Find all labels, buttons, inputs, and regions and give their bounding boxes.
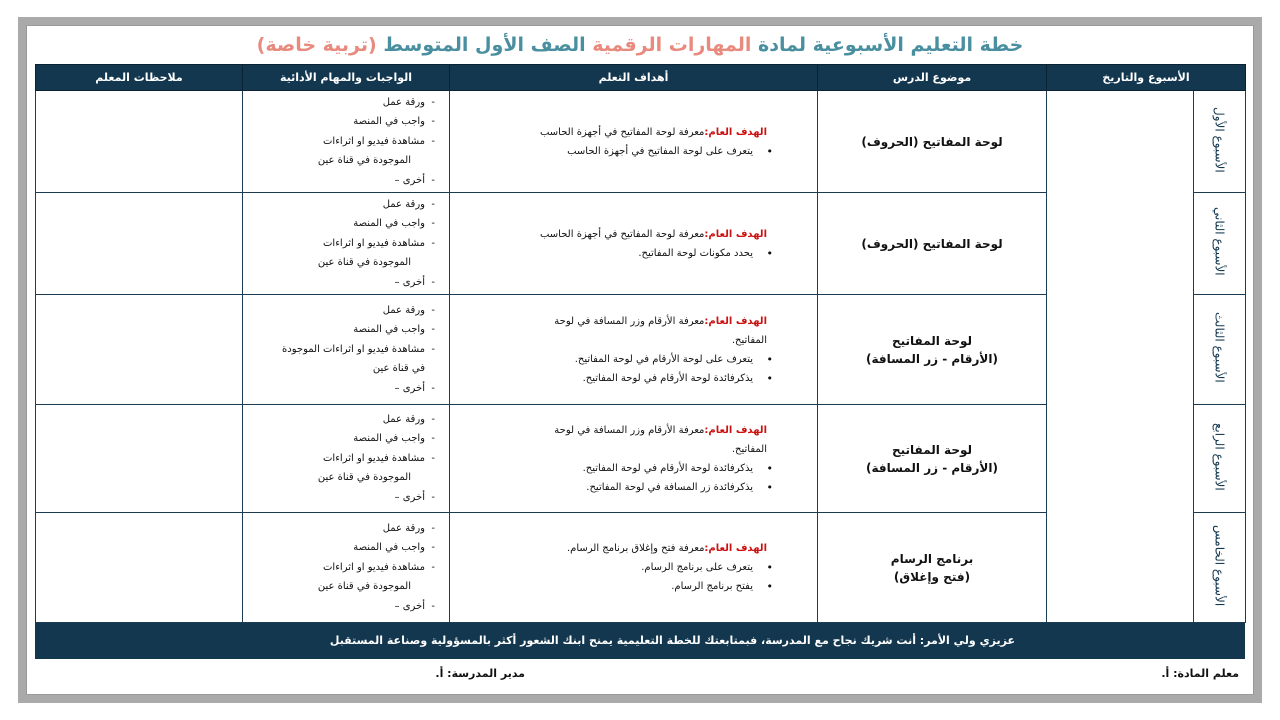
week-label: الأسبوع الثاني <box>1212 207 1227 276</box>
subject-teacher-label: معلم المادة: أ. <box>1161 667 1239 680</box>
task-item: - واجب في المنصة <box>243 320 435 340</box>
task-item: - ورقة عمل <box>243 195 435 215</box>
goal-label: الهدف العام: <box>704 315 767 327</box>
notes-cell <box>36 91 243 193</box>
goal-item: • يذكرفائدة لوحة الأرقام في لوحة المفاتيح. <box>537 369 767 388</box>
task-item: - أخرى – <box>243 273 435 293</box>
title-part1: خطة التعليم الأسبوعية لمادة <box>758 34 1024 56</box>
parent-message: عزيزي ولي الأمر: أنت شريك نجاح مع المدرسة، فبمتابعتك للخطة التعليمية يمنح ابنك الشعور أكثر بالمسؤولية وصناعة المستقبل <box>329 634 1015 647</box>
task-item: - ورقة عمل <box>243 519 435 539</box>
goal-label: الهدف العام: <box>704 543 767 554</box>
task-item: - ورقة عمل <box>243 410 435 430</box>
tasks-cell <box>243 513 450 623</box>
col-header-goals: أهداف التعلم <box>450 65 818 91</box>
goal-main: معرفة الأرقام وزر المسافة في لوحة المفاتيح. <box>554 315 767 346</box>
task-item: - أخرى – <box>243 171 435 191</box>
task-item: - أخرى – <box>243 597 435 617</box>
goal-item: • يتعرف على لوحة الأرقام في لوحة المفاتيح. <box>537 350 767 369</box>
week-label: الأسبوع الثالث <box>1212 312 1227 383</box>
goal-main: معرفة لوحة المفاتيح في أجهزة الحاسب <box>539 228 705 240</box>
task-item: الموجودة في قناة عين <box>317 581 411 593</box>
topic-line1: لوحة المفاتيح (الحروف) <box>861 134 1003 149</box>
goals-cell <box>450 193 818 295</box>
task-item: - أخرى – <box>243 488 435 508</box>
goal-item: • يفتح برنامج الرسام. <box>537 577 767 596</box>
tasks-cell <box>243 295 450 405</box>
topic-line2: (فتح وإغلاق) <box>893 569 971 584</box>
topic-line1: لوحة المفاتيح <box>892 442 972 457</box>
col-header-week-date: الأسبوع والتاريخ <box>1047 65 1246 91</box>
goal-main: معرفة فتح وإغلاق برنامج الرسام. <box>566 543 705 554</box>
goal-label: الهدف العام: <box>704 424 767 436</box>
title-part4: (تربية خاصة) <box>256 34 377 56</box>
table-header-row <box>36 65 1246 91</box>
topic-cell <box>818 513 1047 623</box>
task-item: - مشاهدة فيديو او اثراءات الموجودة <box>243 340 435 360</box>
parent-message-bar <box>35 623 1245 659</box>
col-header-tasks: الواجبات والمهام الأدائية <box>243 65 450 91</box>
topic-line2: (الأرقام - زر المسافة) <box>866 351 998 366</box>
notes-cell <box>36 513 243 623</box>
goal-item: • يتعرف على برنامج الرسام. <box>537 558 767 577</box>
page-title <box>36 30 1244 60</box>
topic-cell <box>818 295 1047 405</box>
goal-main: معرفة الأرقام وزر المسافة في لوحة المفاتيح. <box>554 424 767 455</box>
week-label-cell <box>1194 91 1246 193</box>
goals-cell <box>450 405 818 513</box>
date-cell <box>1047 91 1194 623</box>
goal-item: • يذكرفائدة زر المسافة في لوحة المفاتيح. <box>537 478 767 497</box>
goal-label: الهدف العام: <box>704 126 767 138</box>
topic-cell <box>818 91 1047 193</box>
topic-line2: (الأرقام - زر المسافة) <box>866 460 998 475</box>
goal-item: • يذكرفائدة لوحة الأرقام في لوحة المفاتيح. <box>537 459 767 478</box>
goals-cell <box>450 295 818 405</box>
tasks-cell <box>243 405 450 513</box>
task-item: - واجب في المنصة <box>243 112 435 132</box>
week-label-cell <box>1194 193 1246 295</box>
topic-cell <box>818 405 1047 513</box>
week-label-cell <box>1194 405 1246 513</box>
goal-item: • يحدد مكونات لوحة المفاتيح. <box>537 244 767 263</box>
task-item: - مشاهدة فيديو او اثراءات <box>243 449 435 469</box>
tasks-cell <box>243 193 450 295</box>
goal-label: الهدف العام: <box>704 228 767 240</box>
week-label: الأسبوع الخامس <box>1212 524 1227 607</box>
task-item: - ورقة عمل <box>243 93 435 113</box>
topic-cell <box>818 193 1047 295</box>
principal-label: مدير المدرسة: أ. <box>435 667 525 680</box>
task-item: - واجب في المنصة <box>243 214 435 234</box>
col-header-topic: موضوع الدرس <box>818 65 1047 91</box>
title-part2: المهارات الرقمية <box>592 34 752 56</box>
task-item: - أخرى – <box>243 379 435 399</box>
task-item: الموجودة في قناة عين <box>317 155 411 167</box>
weekly-plan-table <box>35 64 1246 623</box>
tasks-cell <box>243 91 450 193</box>
topic-line1: لوحة المفاتيح (الحروف) <box>861 236 1003 251</box>
task-item: - مشاهدة فيديو او اثراءات <box>243 558 435 578</box>
week-label: الأسبوع الأول <box>1212 106 1227 173</box>
task-item: - واجب في المنصة <box>243 429 435 449</box>
col-header-notes: ملاحظات المعلم <box>36 65 243 91</box>
week-label-cell <box>1194 513 1246 623</box>
week-label: الأسبوع الرابع <box>1212 422 1227 491</box>
notes-cell <box>36 405 243 513</box>
task-item: - مشاهدة فيديو او اثراءات <box>243 132 435 152</box>
task-item: الموجودة في قناة عين <box>317 257 411 269</box>
table-row <box>36 91 1246 193</box>
goals-cell <box>450 91 818 193</box>
task-item: - واجب في المنصة <box>243 538 435 558</box>
task-item: - مشاهدة فيديو او اثراءات <box>243 234 435 254</box>
signature-row <box>35 660 1245 688</box>
task-item: - ورقة عمل <box>243 301 435 321</box>
task-item: في قناة عين <box>372 363 425 375</box>
topic-line1: برنامج الرسام <box>890 551 974 566</box>
week-label-cell <box>1194 295 1246 405</box>
notes-cell <box>36 295 243 405</box>
goals-cell <box>450 513 818 623</box>
goal-item: • يتعرف على لوحة المفاتيح في أجهزة الحاسب <box>537 142 767 161</box>
topic-line1: لوحة المفاتيح <box>892 333 972 348</box>
task-item: الموجودة في قناة عين <box>317 472 411 484</box>
title-part3: الصف الأول المتوسط <box>383 34 586 56</box>
notes-cell <box>36 193 243 295</box>
goal-main: معرفة لوحة المفاتيح في أجهزة الحاسب <box>539 126 705 138</box>
